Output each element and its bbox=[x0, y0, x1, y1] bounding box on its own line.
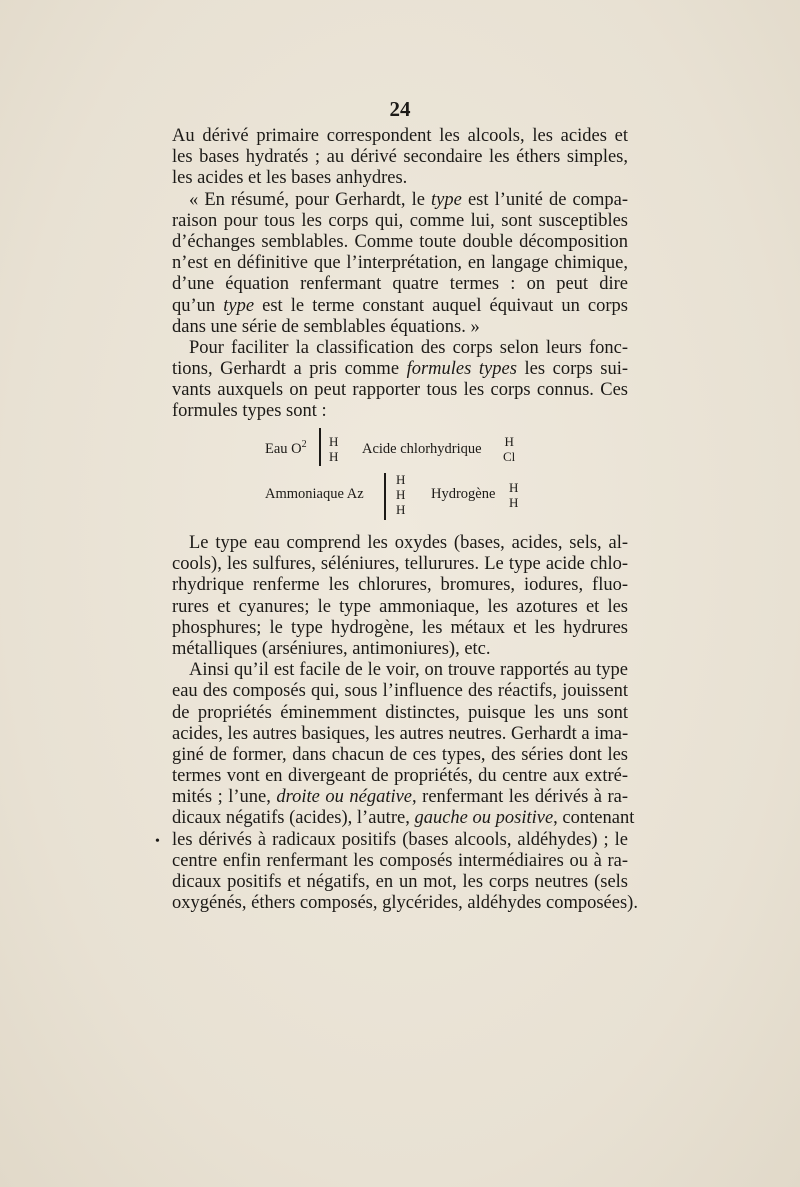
italic-text: gauche ou positive bbox=[414, 808, 554, 829]
text-block-top bbox=[172, 126, 628, 423]
text-line: eau des composés qui, sous l’influence des réactifs, jouissent bbox=[172, 681, 628, 702]
page-number: 24 bbox=[389, 97, 411, 121]
margin-mark: • bbox=[155, 834, 160, 849]
text-line: dicaux positifs et négatifs, en un mot, les corps neutres (sels bbox=[172, 872, 628, 892]
text-line: les acides et les bases anhydres. bbox=[172, 168, 408, 189]
text-line: les bases hydratés ; au dérivé secondaire les éthers simples, bbox=[172, 147, 628, 168]
text-line: dicaux négatifs (acides), l’autre, gauche ou positive, contenant bbox=[172, 808, 635, 829]
text-line: raison pour tous les corps qui, comme lui, sont susceptibles bbox=[172, 210, 628, 231]
text-line: Le type eau comprend les oxydes (bases, acides, sels, al- bbox=[189, 533, 628, 553]
text-line: tions, Gerhardt a pris comme formules types les corps sui- bbox=[172, 359, 628, 380]
text-line: giné de former, dans chacun de ces types, des séries dont les bbox=[172, 744, 628, 765]
text-line: « En résumé, pour Gerhardt, le type est l’unité de compa- bbox=[189, 189, 629, 210]
formula-hydrogene-h: H H bbox=[509, 480, 519, 510]
formula-acide-label: Acide chlorhydrique bbox=[362, 441, 482, 457]
text-line: de propriétés éminemment distinctes, puisque les uns sont bbox=[172, 702, 628, 723]
text-line: d’échanges semblables. Comme toute double décomposition bbox=[172, 231, 628, 252]
text-line: cools), les sulfures, séléniures, tellurures. Le type acide chlo- bbox=[172, 554, 628, 575]
text-line: rhydrique renferme les chlorures, bromures, iodures, fluo- bbox=[172, 575, 628, 596]
text-line: n’est en définitive que l’interprétation, en langage chimique, bbox=[172, 253, 628, 274]
text-line: Ainsi qu’il est facile de le voir, on trouve rapportés au type bbox=[189, 660, 628, 681]
text-line: dans une série de semblables équations. » bbox=[172, 316, 480, 337]
text-line: rures et cyanures; le type ammoniaque, les azotures et les bbox=[172, 596, 628, 617]
text-line: qu’un type est le terme constant auquel équivaut un corps bbox=[172, 295, 628, 316]
formula-eau-label: Eau $O^2$ bbox=[265, 439, 307, 457]
brace-bar bbox=[384, 473, 386, 520]
text-line: vants auxquels on peut rapporter tous les corps connus. Ces bbox=[172, 380, 628, 401]
text-line: d’une équation renfermant quatre termes : on peut dire bbox=[172, 274, 628, 295]
formula-eau-h: H H bbox=[329, 434, 339, 464]
formula-ammoniaque-label: Ammoniaque Az bbox=[265, 486, 364, 502]
text-line: métalliques (arséniures, antimoniures), etc. bbox=[172, 638, 491, 659]
text-line: termes vont en divergeant de propriétés, du centre aux extré- bbox=[172, 766, 628, 787]
italic-text: type bbox=[223, 295, 255, 316]
italic-text: droite ou négative bbox=[276, 787, 413, 808]
formula-hydrogene-label: Hydrogène bbox=[431, 486, 496, 502]
text-block-bottom bbox=[172, 533, 638, 914]
italic-text: formules types bbox=[406, 359, 517, 380]
text-line: oxygénés, éthers composés, glycérides, aldéhydes composées). bbox=[172, 893, 638, 914]
text-line: acides, les autres basiques, les autres neutres. Gerhardt a ima- bbox=[172, 723, 629, 744]
text-line: les dérivés à radicaux positifs (bases alcools, aldéhydes) ; le bbox=[172, 829, 628, 850]
formula-ammoniaque-h: H H H bbox=[396, 472, 406, 517]
text-line: mités ; l’une, droite ou négative, renfermant les dérivés à ra- bbox=[172, 787, 629, 808]
formula-acide-h: H Cl bbox=[503, 434, 516, 464]
italic-text: type bbox=[431, 189, 462, 210]
text-line: formules types sont : bbox=[172, 401, 327, 422]
brace-bar bbox=[319, 428, 321, 466]
text-line: phosphures; le type hydrogène, les métaux et les hydrures bbox=[172, 617, 628, 638]
text-line: Pour faciliter la classification des corps selon leurs fonc- bbox=[189, 337, 628, 358]
text-line: centre enfin renfermant les composés intermédiaires ou à ra- bbox=[172, 850, 628, 871]
text-line: Au dérivé primaire correspondent les alcools, les acides et bbox=[172, 126, 628, 146]
